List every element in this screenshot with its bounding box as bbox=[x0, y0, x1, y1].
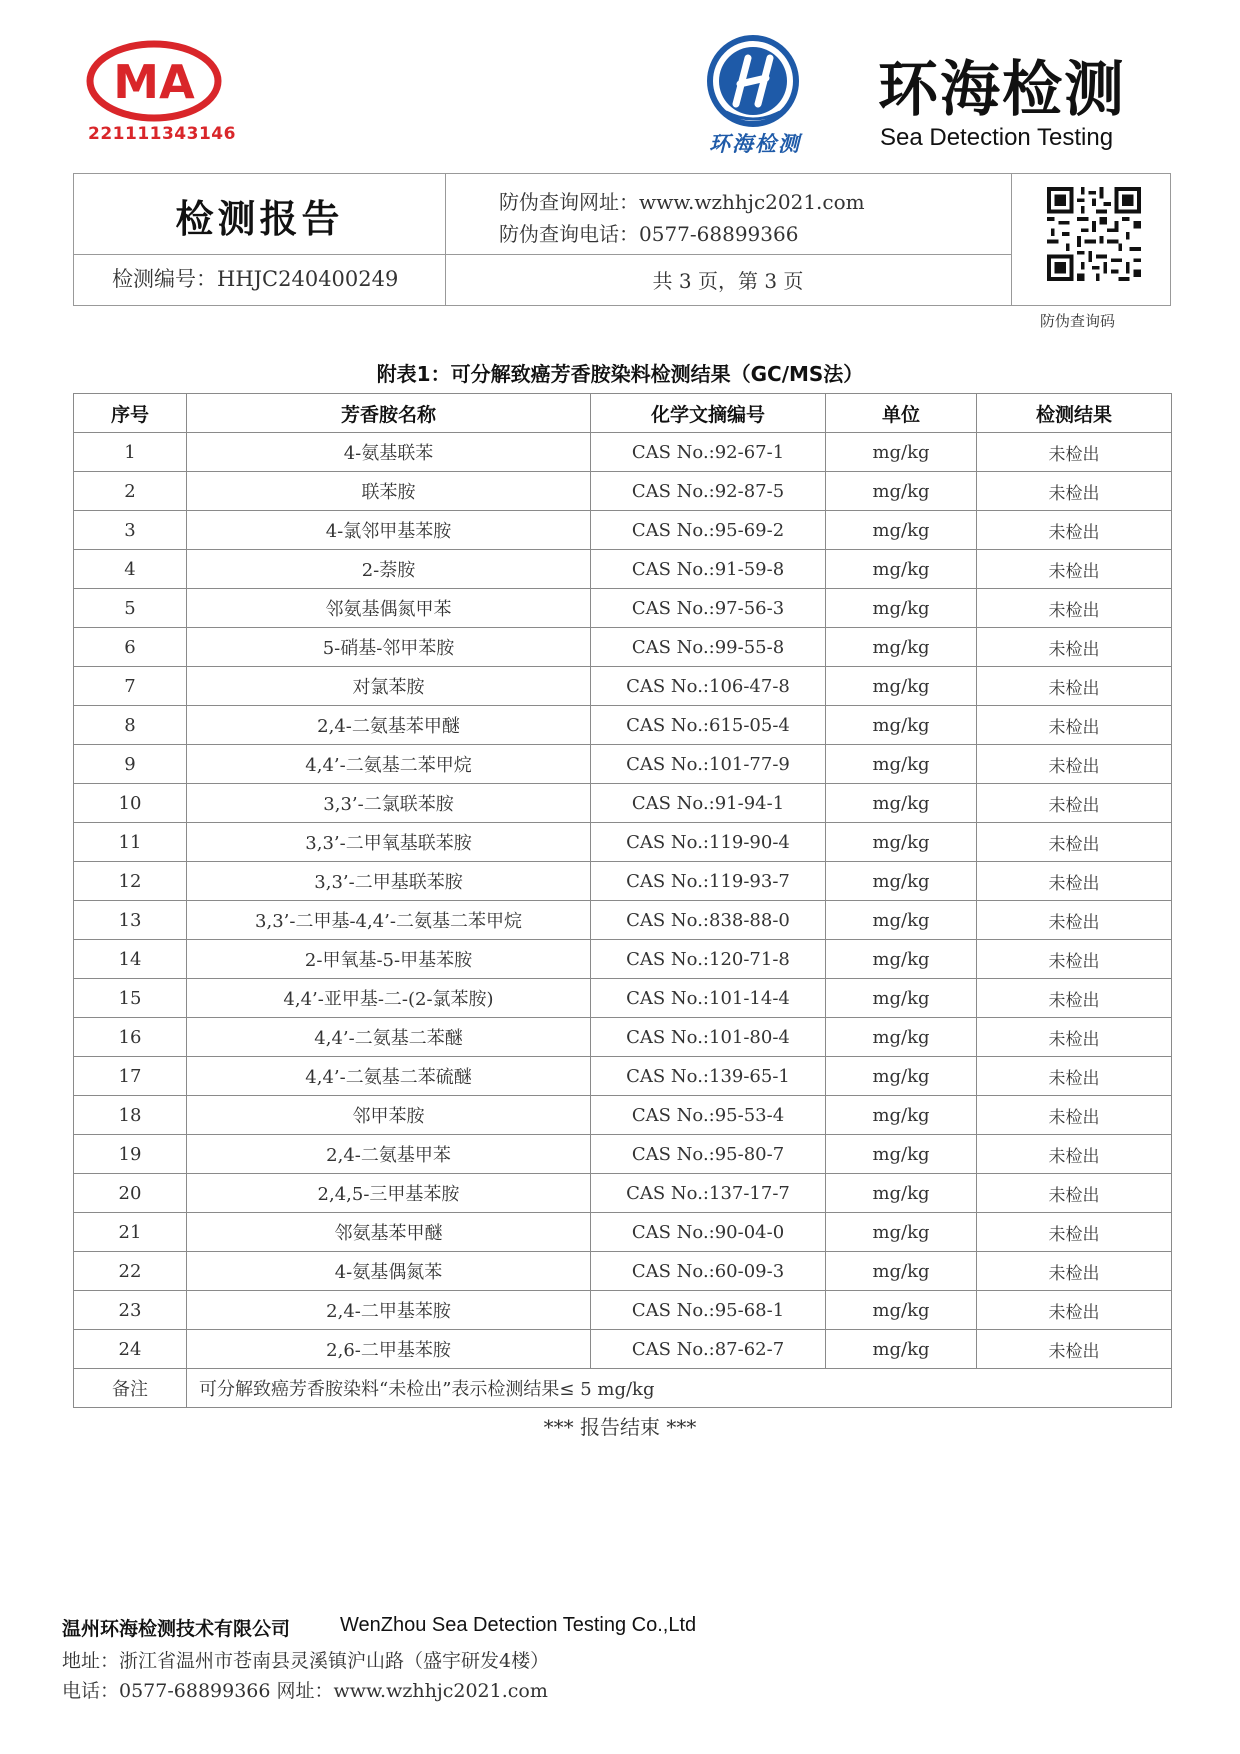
table-row bbox=[74, 1213, 1172, 1252]
table-body bbox=[74, 433, 1172, 1369]
amine-name: 5-硝基-邻甲苯胺 bbox=[187, 628, 591, 667]
table-row bbox=[74, 1291, 1172, 1330]
amine-name: 2,4-二氨基甲苯 bbox=[187, 1135, 591, 1174]
cas-number: CAS No.:87-62-7 bbox=[591, 1330, 826, 1369]
amine-name: 4,4’-二氨基二苯醚 bbox=[187, 1018, 591, 1057]
cas-number: CAS No.:137-17-7 bbox=[591, 1174, 826, 1213]
row-number: 17 bbox=[74, 1057, 187, 1096]
result: 未检出 bbox=[977, 1135, 1172, 1174]
row-number: 24 bbox=[74, 1330, 187, 1369]
result: 未检出 bbox=[977, 1330, 1172, 1369]
row-number: 19 bbox=[74, 1135, 187, 1174]
row-number: 21 bbox=[74, 1213, 187, 1252]
column-header: 序号 bbox=[74, 394, 187, 433]
amine-name: 邻氨基偶氮甲苯 bbox=[187, 589, 591, 628]
report-number: 检测编号：HHJC240400249 bbox=[112, 267, 399, 291]
row-number: 23 bbox=[74, 1291, 187, 1330]
table-row bbox=[74, 433, 1172, 472]
unit: mg/kg bbox=[826, 628, 977, 667]
verify-phone: 防伪查询电话：0577-68899366 bbox=[499, 222, 799, 246]
table-row bbox=[74, 550, 1172, 589]
note-label: 备注 bbox=[74, 1369, 187, 1408]
cas-number: CAS No.:119-93-7 bbox=[591, 862, 826, 901]
logo-caption: 环海检测 bbox=[709, 131, 801, 156]
verify-url: 防伪查询网址：www.wzhhjc2021.com bbox=[499, 190, 865, 214]
amine-name: 联苯胺 bbox=[187, 472, 591, 511]
cas-number: CAS No.:95-80-7 bbox=[591, 1135, 826, 1174]
unit: mg/kg bbox=[826, 940, 977, 979]
result: 未检出 bbox=[977, 1174, 1172, 1213]
unit: mg/kg bbox=[826, 667, 977, 706]
amine-name: 3,3’-二甲氧基联苯胺 bbox=[187, 823, 591, 862]
amine-name: 2,4-二氨基苯甲醚 bbox=[187, 706, 591, 745]
unit: mg/kg bbox=[826, 1174, 977, 1213]
row-number: 15 bbox=[74, 979, 187, 1018]
unit: mg/kg bbox=[826, 1291, 977, 1330]
result: 未检出 bbox=[977, 706, 1172, 745]
amine-name: 邻甲苯胺 bbox=[187, 1096, 591, 1135]
row-number: 1 bbox=[74, 433, 187, 472]
unit: mg/kg bbox=[826, 1330, 977, 1369]
result: 未检出 bbox=[977, 745, 1172, 784]
cas-number: CAS No.:60-09-3 bbox=[591, 1252, 826, 1291]
unit: mg/kg bbox=[826, 1096, 977, 1135]
result: 未检出 bbox=[977, 823, 1172, 862]
table-row bbox=[74, 1057, 1172, 1096]
result: 未检出 bbox=[977, 1291, 1172, 1330]
cas-number: CAS No.:99-55-8 bbox=[591, 628, 826, 667]
table-row bbox=[74, 979, 1172, 1018]
unit: mg/kg bbox=[826, 862, 977, 901]
divider bbox=[74, 254, 1011, 255]
row-number: 11 bbox=[74, 823, 187, 862]
cas-number: CAS No.:120-71-8 bbox=[591, 940, 826, 979]
results-table bbox=[73, 393, 1172, 1408]
table-row bbox=[74, 901, 1172, 940]
cas-number: CAS No.:615-05-4 bbox=[591, 706, 826, 745]
table-title: 附表1：可分解致癌芳香胺染料检测结果（GC/MS法） bbox=[376, 362, 864, 386]
unit: mg/kg bbox=[826, 472, 977, 511]
row-number: 7 bbox=[74, 667, 187, 706]
result: 未检出 bbox=[977, 667, 1172, 706]
table-row bbox=[74, 667, 1172, 706]
table-row bbox=[74, 1096, 1172, 1135]
table-row bbox=[74, 628, 1172, 667]
cas-number: CAS No.:92-67-1 bbox=[591, 433, 826, 472]
table-row bbox=[74, 745, 1172, 784]
table-row bbox=[74, 511, 1172, 550]
cma-logo bbox=[86, 40, 222, 122]
result: 未检出 bbox=[977, 511, 1172, 550]
table-row bbox=[74, 862, 1172, 901]
amine-name: 3,3’-二甲基-4,4’-二氨基二苯甲烷 bbox=[187, 901, 591, 940]
result: 未检出 bbox=[977, 589, 1172, 628]
result: 未检出 bbox=[977, 550, 1172, 589]
cas-number: CAS No.:101-77-9 bbox=[591, 745, 826, 784]
cas-number: CAS No.:95-68-1 bbox=[591, 1291, 826, 1330]
unit: mg/kg bbox=[826, 745, 977, 784]
cas-number: CAS No.:95-69-2 bbox=[591, 511, 826, 550]
cas-number: CAS No.:97-56-3 bbox=[591, 589, 826, 628]
amine-name: 3,3’-二甲基联苯胺 bbox=[187, 862, 591, 901]
amine-name: 2,4,5-三甲基苯胺 bbox=[187, 1174, 591, 1213]
cas-number: CAS No.:90-04-0 bbox=[591, 1213, 826, 1252]
row-number: 16 bbox=[74, 1018, 187, 1057]
unit: mg/kg bbox=[826, 1135, 977, 1174]
qr-code-icon bbox=[1047, 187, 1141, 281]
result: 未检出 bbox=[977, 1252, 1172, 1291]
result: 未检出 bbox=[977, 1096, 1172, 1135]
unit: mg/kg bbox=[826, 511, 977, 550]
row-number: 13 bbox=[74, 901, 187, 940]
table-row bbox=[74, 1174, 1172, 1213]
table-row bbox=[74, 940, 1172, 979]
unit: mg/kg bbox=[826, 1018, 977, 1057]
cas-number: CAS No.:838-88-0 bbox=[591, 901, 826, 940]
row-number: 10 bbox=[74, 784, 187, 823]
unit: mg/kg bbox=[826, 901, 977, 940]
result: 未检出 bbox=[977, 433, 1172, 472]
cma-code: 221111343146 bbox=[88, 124, 236, 144]
unit: mg/kg bbox=[826, 979, 977, 1018]
column-header: 单位 bbox=[826, 394, 977, 433]
amine-name: 3,3’-二氯联苯胺 bbox=[187, 784, 591, 823]
note-row bbox=[74, 1369, 1172, 1408]
row-number: 5 bbox=[74, 589, 187, 628]
amine-name: 4-氨基联苯 bbox=[187, 433, 591, 472]
page-indicator: 共 3 页，第 3 页 bbox=[652, 269, 804, 293]
amine-name: 4,4’-二氨基二苯硫醚 bbox=[187, 1057, 591, 1096]
row-number: 12 bbox=[74, 862, 187, 901]
result: 未检出 bbox=[977, 472, 1172, 511]
result: 未检出 bbox=[977, 862, 1172, 901]
unit: mg/kg bbox=[826, 784, 977, 823]
result: 未检出 bbox=[977, 784, 1172, 823]
cas-number: CAS No.:106-47-8 bbox=[591, 667, 826, 706]
amine-name: 4,4’-亚甲基-二-(2-氯苯胺) bbox=[187, 979, 591, 1018]
row-number: 4 bbox=[74, 550, 187, 589]
amine-name: 对氯苯胺 bbox=[187, 667, 591, 706]
cas-number: CAS No.:92-87-5 bbox=[591, 472, 826, 511]
amine-name: 2,6-二甲基苯胺 bbox=[187, 1330, 591, 1369]
report-title: 检测报告 bbox=[175, 197, 344, 241]
column-header: 化学文摘编号 bbox=[591, 394, 826, 433]
cas-number: CAS No.:95-53-4 bbox=[591, 1096, 826, 1135]
unit: mg/kg bbox=[826, 823, 977, 862]
amine-name: 4-氯邻甲基苯胺 bbox=[187, 511, 591, 550]
row-number: 18 bbox=[74, 1096, 187, 1135]
row-number: 2 bbox=[74, 472, 187, 511]
footer-contact: 电话：0577-68899366 网址：www.wzhhjc2021.com bbox=[62, 1680, 548, 1702]
note-text: 可分解致癌芳香胺染料“未检出”表示检测结果≤ 5 mg/kg bbox=[187, 1369, 1172, 1408]
cas-number: CAS No.:91-59-8 bbox=[591, 550, 826, 589]
result: 未检出 bbox=[977, 979, 1172, 1018]
cas-number: CAS No.:91-94-1 bbox=[591, 784, 826, 823]
row-number: 14 bbox=[74, 940, 187, 979]
row-number: 9 bbox=[74, 745, 187, 784]
result: 未检出 bbox=[977, 1018, 1172, 1057]
row-number: 8 bbox=[74, 706, 187, 745]
footer-company-cn: 温州环海检测技术有限公司 bbox=[62, 1618, 291, 1640]
unit: mg/kg bbox=[826, 589, 977, 628]
table-row bbox=[74, 1135, 1172, 1174]
amine-name: 2,4-二甲基苯胺 bbox=[187, 1291, 591, 1330]
table-header-row bbox=[74, 394, 1172, 433]
cas-number: CAS No.:101-14-4 bbox=[591, 979, 826, 1018]
report-end-mark: *** 报告结束 *** bbox=[543, 1415, 697, 1439]
result: 未检出 bbox=[977, 1213, 1172, 1252]
table-row bbox=[74, 1018, 1172, 1057]
amine-name: 邻氨基苯甲醚 bbox=[187, 1213, 591, 1252]
unit: mg/kg bbox=[826, 706, 977, 745]
row-number: 20 bbox=[74, 1174, 187, 1213]
qr-caption: 防伪查询码 bbox=[1040, 312, 1116, 330]
amine-name: 2-萘胺 bbox=[187, 550, 591, 589]
footer-address: 地址：浙江省温州市苍南县灵溪镇沪山路（盛宇研发4楼） bbox=[62, 1650, 550, 1672]
row-number: 22 bbox=[74, 1252, 187, 1291]
amine-name: 4,4’-二氨基二苯甲烷 bbox=[187, 745, 591, 784]
column-header: 检测结果 bbox=[977, 394, 1172, 433]
unit: mg/kg bbox=[826, 1057, 977, 1096]
divider bbox=[1011, 174, 1012, 305]
unit: mg/kg bbox=[826, 1213, 977, 1252]
brand-name-cn: 环海检测 bbox=[878, 55, 1126, 125]
brand-name-en: Sea Detection Testing bbox=[880, 124, 1114, 151]
table-row bbox=[74, 823, 1172, 862]
row-number: 6 bbox=[74, 628, 187, 667]
unit: mg/kg bbox=[826, 550, 977, 589]
cas-number: CAS No.:139-65-1 bbox=[591, 1057, 826, 1096]
table-row bbox=[74, 1252, 1172, 1291]
footer-company-en: WenZhou Sea Detection Testing Co.,Ltd bbox=[340, 1614, 697, 1636]
unit: mg/kg bbox=[826, 433, 977, 472]
company-logo-icon bbox=[706, 34, 800, 128]
column-header: 芳香胺名称 bbox=[187, 394, 591, 433]
unit: mg/kg bbox=[826, 1252, 977, 1291]
table-row bbox=[74, 589, 1172, 628]
row-number: 3 bbox=[74, 511, 187, 550]
table-row bbox=[74, 784, 1172, 823]
cas-number: CAS No.:101-80-4 bbox=[591, 1018, 826, 1057]
result: 未检出 bbox=[977, 1057, 1172, 1096]
table-row bbox=[74, 706, 1172, 745]
table-row bbox=[74, 472, 1172, 511]
result: 未检出 bbox=[977, 940, 1172, 979]
svg-text:MA: MA bbox=[113, 55, 195, 109]
table-row bbox=[74, 1330, 1172, 1369]
report-info-box bbox=[73, 173, 1171, 306]
amine-name: 2-甲氧基-5-甲基苯胺 bbox=[187, 940, 591, 979]
result: 未检出 bbox=[977, 628, 1172, 667]
result: 未检出 bbox=[977, 901, 1172, 940]
amine-name: 4-氨基偶氮苯 bbox=[187, 1252, 591, 1291]
cas-number: CAS No.:119-90-4 bbox=[591, 823, 826, 862]
